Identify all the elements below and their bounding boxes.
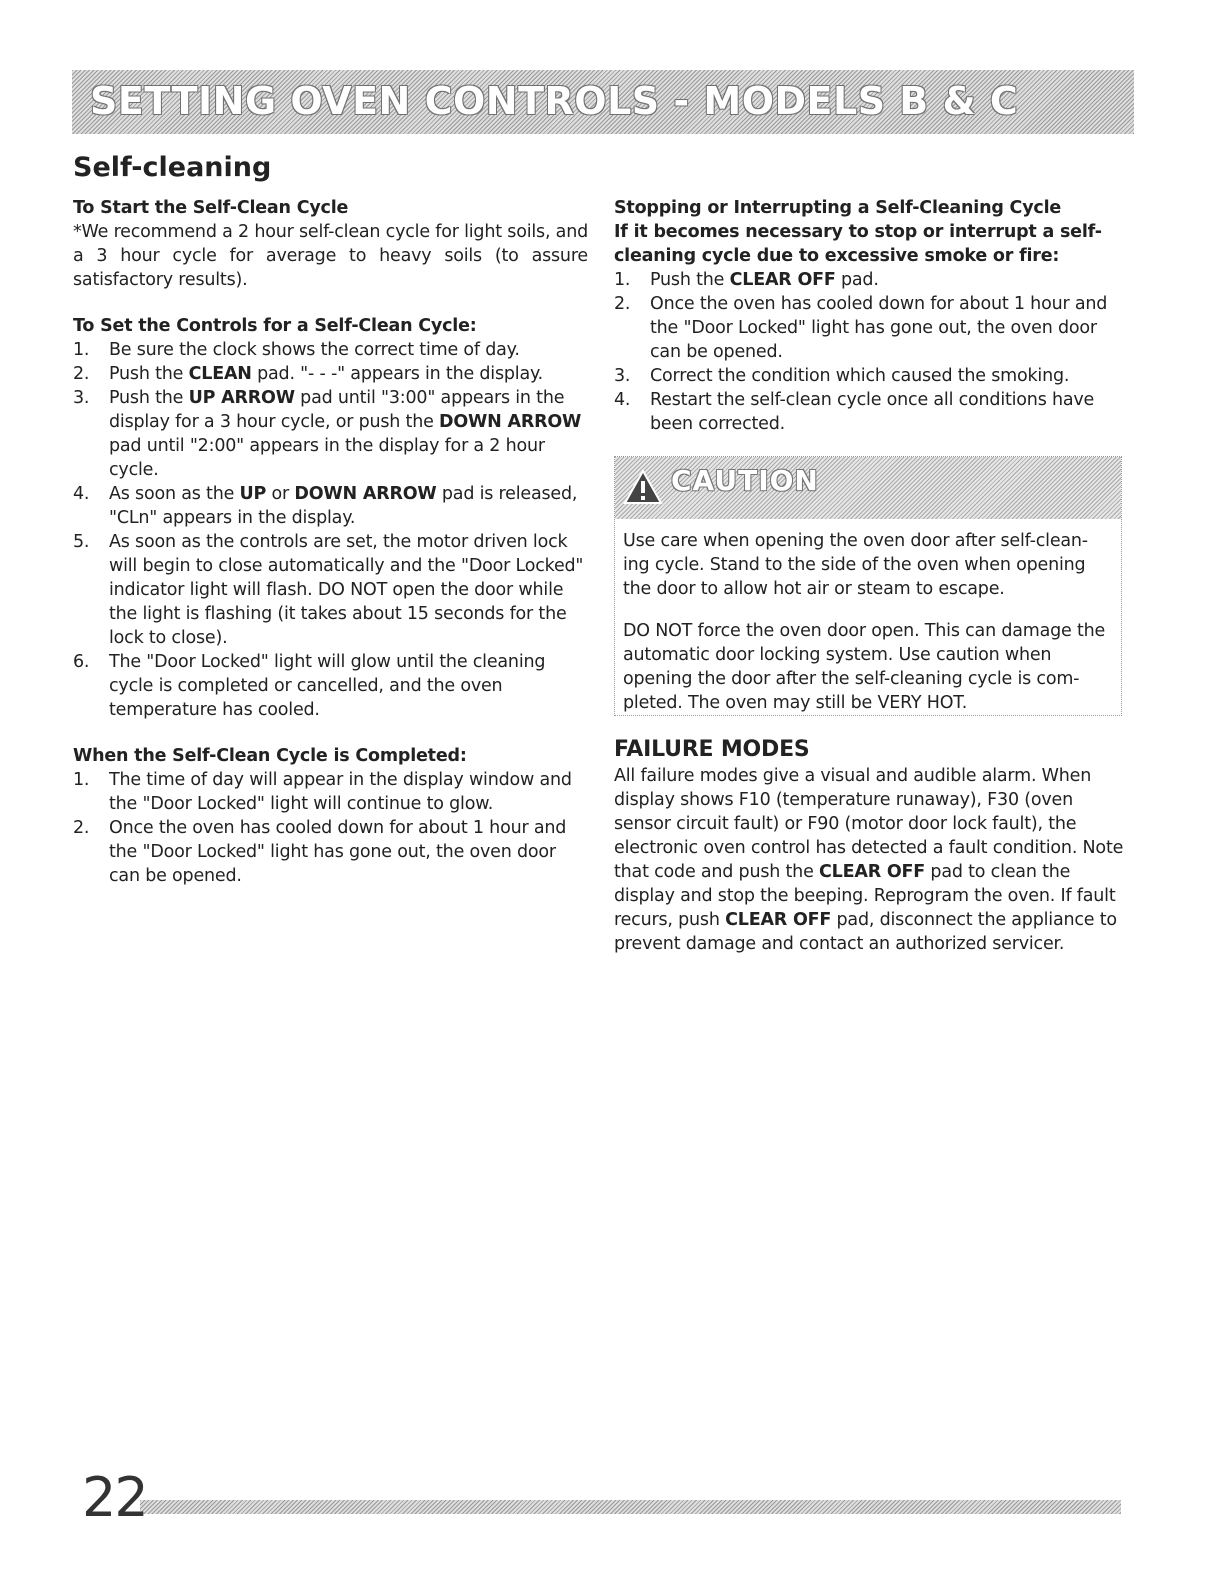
start-heading: To Start the Self-Clean Cycle: [73, 198, 349, 218]
text-run: pad is released, "CLn" appears in the display.: [109, 484, 578, 528]
text-run: or: [266, 484, 295, 504]
text-run: pad until "2:00" appears in the display for a 2 hour cycle.: [109, 436, 545, 480]
step-number: 4.: [614, 390, 631, 410]
caution-label: CAUTION: [671, 464, 819, 497]
page-header-title: SETTING OVEN CONTROLS - MODELS B & C: [90, 79, 1019, 123]
left-column: [73, 196, 588, 888]
list-item: [614, 388, 1129, 436]
text-run: The time of day will appear in the display window and the "Door Locked" light will continue to glow.: [109, 770, 572, 814]
header-banner: [72, 70, 1134, 134]
text-run: As soon as the: [109, 484, 240, 504]
step-number: 1.: [73, 770, 90, 790]
text-run: Restart the self-clean cycle once all conditions have been corrected.: [650, 390, 1095, 434]
text-run: All failure modes give a visual and audible alarm. When display shows F10 (temperature runaway), F30 (oven sensor circuit fault) or F90 (motor door lock fault), the electronic oven control has detected a fault condition. Note that code and push the: [614, 766, 1124, 882]
text-run: Once the oven has cooled down for about 1 hour and the "Door Locked" light has gone out, the oven door can be opened.: [109, 818, 567, 886]
section-title: Self-cleaning: [73, 152, 272, 183]
step-number: 5.: [73, 532, 90, 552]
step-number: 6.: [73, 652, 90, 672]
step-number: 1.: [614, 270, 631, 290]
bold-term: CLEAR OFF: [729, 270, 836, 290]
list-item: [73, 482, 588, 530]
text-run: Be sure the clock shows the correct time of day.: [109, 340, 520, 360]
step-number: 3.: [73, 388, 90, 408]
bold-term: CLEAR OFF: [819, 862, 926, 882]
text-run: Push the: [109, 388, 189, 408]
list-item: [73, 362, 588, 386]
text-run: pad, disconnect the appliance to prevent damage and contact an authorized servicer.: [614, 910, 1117, 954]
caution-header: [615, 457, 1121, 519]
list-item: [614, 292, 1129, 364]
bold-term: DOWN ARROW: [294, 484, 437, 504]
step-number: 2.: [614, 294, 631, 314]
step-number: 2.: [73, 364, 90, 384]
right-column: [614, 196, 1129, 956]
stop-subheading: If it becomes necessary to stop or interrupt a self-cleaning cycle due to excessive smoke or fire:: [614, 222, 1102, 266]
step-number: 3.: [614, 366, 631, 386]
text-run: pad.: [835, 270, 879, 290]
list-item: [73, 530, 588, 650]
caution-paragraph-2: DO NOT force the oven door open. This can damage the automatic door locking system. Use caution when opening the door after the self-cleaning cycle is com-pleted. The oven may still be VERY HOT.: [623, 621, 1106, 713]
bold-term: CLEAN: [188, 364, 252, 384]
text-run: As soon as the controls are set, the motor driven lock will begin to close automatically and the "Door Locked" indicator light will flash. DO NOT open the door while the light is flashing (it takes about 15 seconds for the lock to close).: [109, 532, 584, 648]
text-run: The "Door Locked" light will glow until the cleaning cycle is completed or cancelled, and the oven temperature has cooled.: [109, 652, 546, 720]
list-item: [73, 816, 588, 888]
bold-term: UP: [239, 484, 267, 504]
failure-modes-title: FAILURE MODES: [614, 737, 810, 762]
start-text: *We recommend a 2 hour self-clean cycle for light soils, and a 3 hour cycle for average to heavy soils (to assure satisfactory results).: [73, 222, 588, 290]
step-number: 4.: [73, 484, 90, 504]
set-controls-steps: [73, 338, 588, 722]
bold-term: CLEAR OFF: [725, 910, 832, 930]
footer-bar: [140, 1500, 1121, 1514]
step-number: 2.: [73, 818, 90, 838]
warning-triangle-icon: [623, 469, 663, 512]
list-item: [73, 386, 588, 482]
text-run: Push the: [650, 270, 730, 290]
text-run: pad to clean the display and stop the beeping. Reprogram the oven. If fault recurs, push: [614, 862, 1116, 930]
text-run: Correct the condition which caused the smoking.: [650, 366, 1070, 386]
list-item: [73, 768, 588, 816]
failure-modes-text: [614, 764, 1129, 956]
stop-heading: Stopping or Interrupting a Self-Cleaning Cycle: [614, 198, 1062, 218]
caution-box: [614, 456, 1122, 716]
text-run: Push the: [109, 364, 189, 384]
text-run: pad until "3:00" appears in the display for a 3 hour cycle, or push the: [109, 388, 565, 432]
text-run: Once the oven has cooled down for about 1 hour and the "Door Locked" light has gone out, the oven door can be opened.: [650, 294, 1108, 362]
caution-paragraph-1: Use care when opening the oven door after self-clean-ing cycle. Stand to the side of the oven when opening the door to allow hot air or steam to escape.: [623, 531, 1088, 599]
step-number: 1.: [73, 340, 90, 360]
list-item: [614, 364, 1129, 388]
completed-steps: [73, 768, 588, 888]
list-item: [614, 268, 1129, 292]
page-number: 22: [82, 1466, 147, 1529]
bold-term: DOWN ARROW: [439, 412, 582, 432]
list-item: [73, 338, 588, 362]
bold-term: UP ARROW: [188, 388, 295, 408]
stop-steps: [614, 268, 1129, 436]
set-controls-heading: To Set the Controls for a Self-Clean Cycle:: [73, 316, 477, 336]
text-run: pad. "- - -" appears in the display.: [251, 364, 544, 384]
list-item: [73, 650, 588, 722]
completed-heading: When the Self-Clean Cycle is Completed:: [73, 746, 467, 766]
